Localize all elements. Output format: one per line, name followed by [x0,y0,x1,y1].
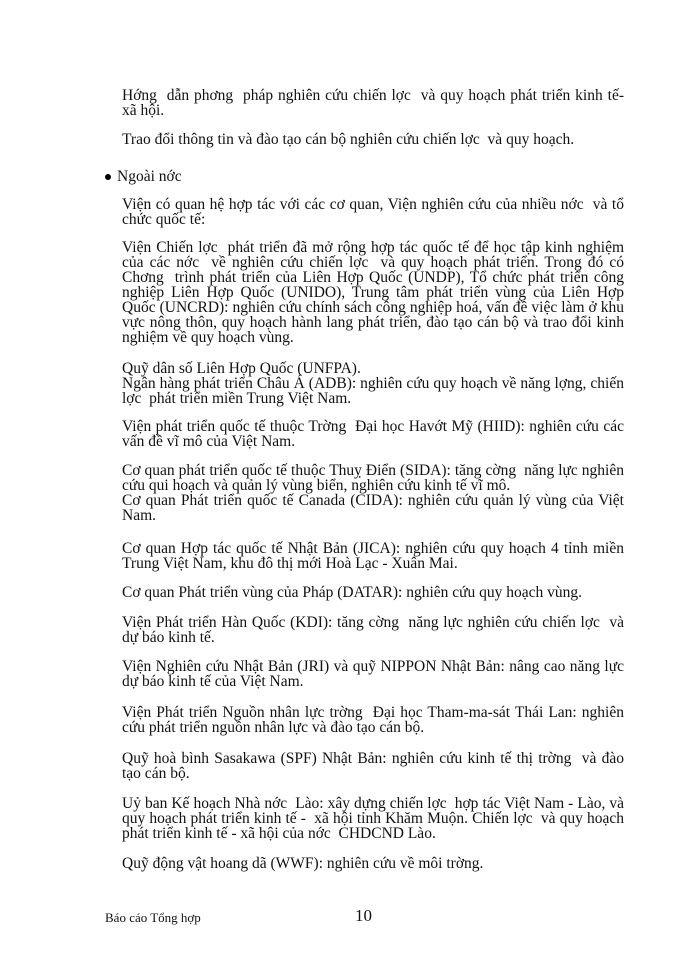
paragraph: Hớng dẫn phơng pháp nghiên cứu chiến lợc và quy hoạch phát triển kinh tế- xã hội. [122,87,628,119]
paragraph: Quỹ hoà bình Sasakawa (SPF) Nhật Bản: nghiên cứu kinh tế thị trờng và đào tạo cán bộ. [122,750,628,782]
paragraph: Cơ quan phát triển quốc tế thuộc Thuỵ Điển (SIDA): tăng cờng năng lực nghiên cứu qui hoạch và quản lý vùng biển, nghiên cứu kinh tế vĩ mô. Cơ quan Phát triển quốc tế Canada (CIDA): nghiên cứu quản lý vùng của Việt Nam. [122,462,624,524]
paragraph: Cơ quan Hợp tác quốc tế Nhật Bản (JICA): nghiên cứu quy hoạch 4 tỉnh miền Trung Việt Nam, khu đô thị mới Hoà Lạc - Xuân Mai. [122,540,628,572]
paragraph: Quỹ động vật hoang dã (WWF): nghiên cứu về môi trờng. [122,855,484,872]
paragraph: Viện phát triển quốc tế thuộc Trờng Đại học Havớt Mỹ (HIID): nghiên cứu các vấn đề vĩ mô của Việt Nam. [122,418,628,450]
paragraph: Trao đổi thông tin và đào tạo cán bộ nghiên cứu chiến lợc và quy hoạch. [122,131,575,148]
bullet-icon [105,174,111,180]
paragraph: Viện Phát triển Hàn Quốc (KDI): tăng cờng năng lực nghiên cứu chiến lợc và dự báo kinh tế. [122,614,628,646]
paragraph: Uỷ ban Kế hoạch Nhà nớc Lào: xây dựng chiến lợc hợp tác Việt Nam - Lào, và quy hoạch phát triển kinh tế - xã hội tỉnh Khăm Muộn. Chiến lợc và quy hoạch phát triển kinh tế - xã hội của nớc CHDCND Lào. [122,795,628,842]
section-heading: Ngoài nớc [117,168,182,185]
paragraph: Viện Nghiên cứu Nhật Bản (JRI) và quỹ NIPPON Nhật Bản: nâng cao năng lực dự báo kinh tế của Việt Nam. [122,658,628,690]
paragraph: Quỹ dân số Liên Hợp Quốc (UNFPA). Ngân hàng phát triển Châu Á (ADB): nghiên cứu quy hoạch về năng lợng, chiến lợc phát triển miền Trung Việt Nam. [122,360,624,407]
paragraph: Viện Phát triển Nguồn nhân lực trờng Đại học Tham-ma-sát Thái Lan: nghiên cứu phát triển nguồn nhân lực và đào tạo cán bộ. [122,704,628,736]
paragraph: Cơ quan Phát triển vùng của Pháp (DATAR): nghiên cứu quy hoạch vùng. [122,584,583,601]
paragraph: Viện Chiến lợc phát triển đã mở rộng hợp tác quốc tế để học tập kinh nghiệm của các nớc về nghiên cứu chiến lợc và quy hoạch phát triển. Trong đó có Chơng trình phát triển của Liên Hợp Quốc (UNDP), Tổ chức phát triển công nghiệp Liên Hợp Quốc (UNIDO), Trung tâm phát triển vùng của Liên Hợp Quốc (UNCRD): nghiên cứu chính sách công nghiệp hoá, vấn đề việc làm ở khu vực nông thôn, quy hoạch hành lang phát triển, đào tạo cán bộ và trao đổi kinh nghiệm về quy hoạch vùng. [122,239,628,346]
page-number: 10 [355,906,372,925]
bullet-heading-row [105,168,182,186]
paragraph: Viện có quan hệ hợp tác với các cơ quan, Viện nghiên cứu của nhiều nớc và tổ chức quốc tế: [122,196,628,228]
footer-label: Báo cáo Tổng hợp [105,910,201,925]
